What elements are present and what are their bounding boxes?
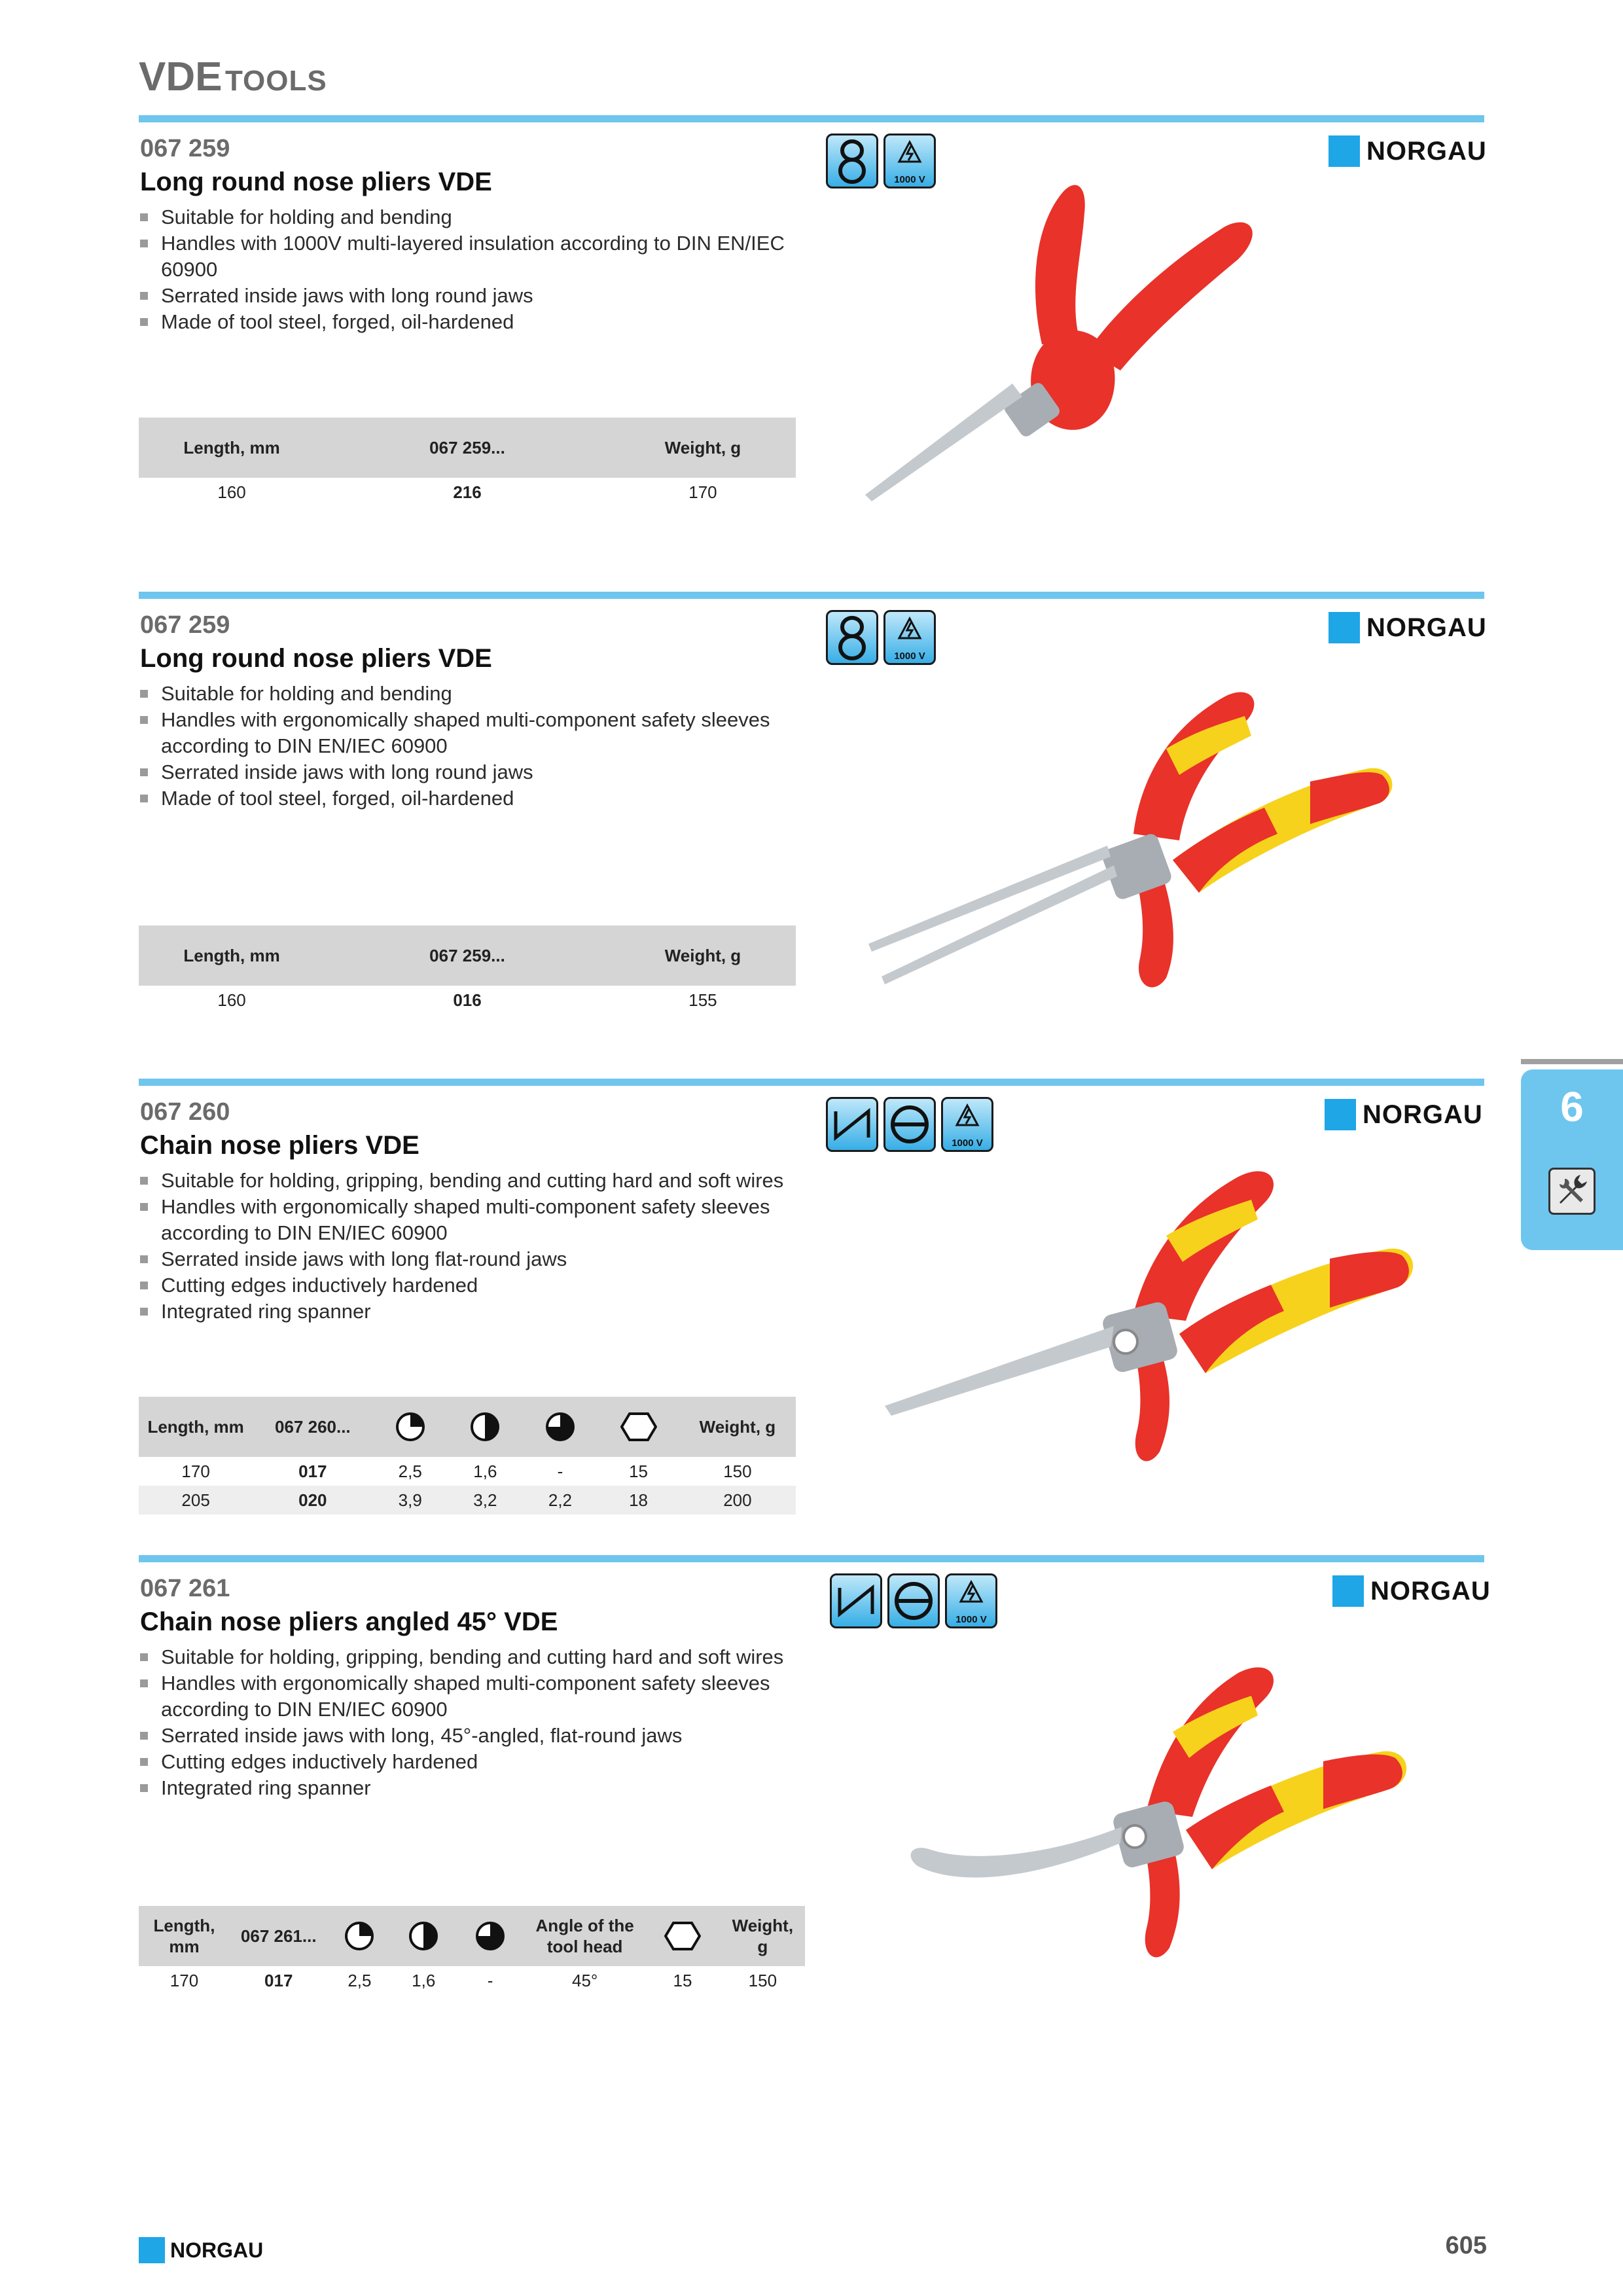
table-row: 160 016 155 [217,990,717,1010]
table-header-row [139,1397,796,1457]
col-angle: Angle of the tool head [525,1906,645,1966]
section-divider [139,115,1484,122]
footer-brand-logo: NORGAU [139,2237,263,2263]
feature-item: Handles with ergonomically shaped multi-component safety sleeves according to DIN EN/IEC 60900 [139,707,826,759]
feature-item: Handles with ergonomically shaped multi-component safety sleeves according to DIN EN/IEC 60900 [139,1670,826,1723]
bullet-icon [140,1679,148,1687]
col-soft-wire [327,1906,391,1966]
feature-item: Cutting edges inductively hardened [139,1749,826,1775]
feature-list [139,1168,826,1325]
chapter-number: 6 [1560,1083,1584,1130]
high-voltage-icon: 1000 V [941,1097,993,1152]
brand-logo: NORGAU [1325,1098,1483,1131]
col-weight: Weight, g [721,1906,805,1966]
product-name: Long round nose pliers VDE [140,644,492,673]
high-voltage-icon: 1000 V [883,134,936,188]
feature-item: Made of tool steel, forged, oil-hardened [139,309,826,335]
feature-item: Serrated inside jaws with long round jaws [139,759,826,785]
col-soft-wire [372,1397,448,1457]
bullet-icon [140,292,148,300]
spec-table [139,418,796,507]
product-section-3 [139,1079,1484,1524]
page-title [139,54,327,106]
page-title-main: VDE [139,54,223,99]
product-name: Chain nose pliers angled 45° VDE [140,1607,558,1636]
soft-wire-icon [395,1411,426,1443]
tool-image [872,1151,1448,1504]
table-header-row [139,418,796,478]
page-number: 605 [1445,2232,1487,2259]
bullet-icon [140,213,148,221]
col-length: Length, mm [139,1397,253,1457]
col-weight: Weight, g [610,418,796,478]
tool-image [859,670,1448,1011]
feature-item: Handles with ergonomically shaped multi-component safety sleeves according to DIN EN/IEC 60900 [139,1194,826,1246]
product-section-1 [139,115,1487,521]
col-medium-wire [448,1397,523,1457]
flat-round-icon [887,1573,940,1628]
feature-item: Serrated inside jaws with long round jaws [139,283,826,309]
page-title-sub: TOOLS [224,65,327,97]
product-name: Long round nose pliers VDE [140,168,492,196]
brand-logo: NORGAU [1332,1575,1491,1607]
col-weight: Weight, g [679,1397,796,1457]
col-code: 067 261... [230,1906,328,1966]
bullet-icon [140,318,148,326]
feature-item: Integrated ring spanner [139,1775,826,1801]
col-hexagon [645,1906,721,1966]
medium-wire-icon [469,1411,501,1443]
bullet-icon [140,1732,148,1740]
figure-eight-icon [826,610,878,665]
col-hard-wire [523,1397,598,1457]
property-icons [826,610,936,665]
jaw-shape-icon [826,1097,878,1152]
hard-wire-icon [474,1920,506,1952]
article-number: 067 259 [140,611,230,639]
table-row: 170 017 2,5 1,6 - 45° 15 150 [169,1970,777,1990]
flat-round-icon [883,1097,936,1152]
bullet-icon [140,1203,148,1211]
bullet-icon [140,1282,148,1289]
jaw-shape-icon [830,1573,882,1628]
bullet-icon [140,240,148,247]
high-voltage-icon: 1000 V [883,610,936,665]
product-section-4 [139,1555,1491,2000]
section-divider [139,1555,1484,1562]
brand-logo: NORGAU [1329,135,1487,168]
table-row: 160 216 170 [217,482,717,502]
spec-table [139,1397,796,1515]
tool-image [885,1640,1448,1981]
bullet-icon [140,690,148,698]
col-code: 067 260... [253,1397,372,1457]
feature-item: Suitable for holding and bending [139,681,826,707]
product-name: Chain nose pliers VDE [140,1131,419,1160]
table-row: 205 020 3,9 3,2 2,2 18 200 [139,1486,796,1515]
spec-table [139,925,796,1014]
property-icons [830,1573,997,1628]
col-hexagon [597,1397,679,1457]
col-weight: Weight, g [610,925,796,986]
medium-wire-icon [408,1920,439,1952]
product-section-2 [139,592,1487,1024]
col-code: 067 259... [325,925,610,986]
feature-item: Serrated inside jaws with long flat-round jaws [139,1246,826,1272]
spec-table [139,1906,805,1995]
chapter-tab[interactable] [1521,1069,1623,1250]
article-number: 067 261 [140,1575,230,1602]
brand-logo: NORGAU [1329,611,1487,644]
table-header-row [139,925,796,986]
bullet-icon [140,1308,148,1316]
article-number: 067 260 [140,1098,230,1126]
hexagon-icon [620,1411,657,1443]
bullet-icon [140,716,148,724]
bullet-icon [140,1758,148,1766]
feature-item: Suitable for holding, gripping, bending and cutting hard and soft wires [139,1644,826,1670]
section-divider [139,592,1484,599]
col-medium-wire [391,1906,455,1966]
table-row: 170 017 2,5 1,6 - 15 150 [181,1461,752,1481]
feature-item: Suitable for holding and bending [139,204,826,230]
bullet-icon [140,768,148,776]
hard-wire-icon [544,1411,576,1443]
feature-item: Made of tool steel, forged, oil-hardened [139,785,826,812]
col-length: Length, mm [139,925,325,986]
property-icons [826,1097,993,1152]
bullet-icon [140,1653,148,1661]
tool-image [846,154,1317,521]
col-length: Length, mm [139,418,325,478]
section-divider [139,1079,1484,1086]
wrench-icon [1548,1168,1596,1215]
feature-list [139,1644,826,1801]
bullet-icon [140,795,148,802]
col-hard-wire [455,1906,525,1966]
tab-divider [1521,1059,1623,1064]
bullet-icon [140,1255,148,1263]
article-number: 067 259 [140,135,230,162]
hexagon-icon [664,1920,701,1952]
col-length: Length, mm [139,1906,230,1966]
feature-item: Handles with 1000V multi-layered insulation according to DIN EN/IEC 60900 [139,230,826,283]
feature-list [139,681,826,812]
feature-list [139,204,826,335]
col-code: 067 259... [325,418,610,478]
feature-item: Integrated ring spanner [139,1299,826,1325]
bullet-icon [140,1784,148,1792]
bullet-icon [140,1177,148,1185]
feature-item: Serrated inside jaws with long, 45°-angled, flat-round jaws [139,1723,826,1749]
high-voltage-icon: 1000 V [945,1573,997,1628]
soft-wire-icon [344,1920,375,1952]
feature-item: Suitable for holding, gripping, bending and cutting hard and soft wires [139,1168,826,1194]
feature-item: Cutting edges inductively hardened [139,1272,826,1299]
table-header-row [139,1906,805,1966]
